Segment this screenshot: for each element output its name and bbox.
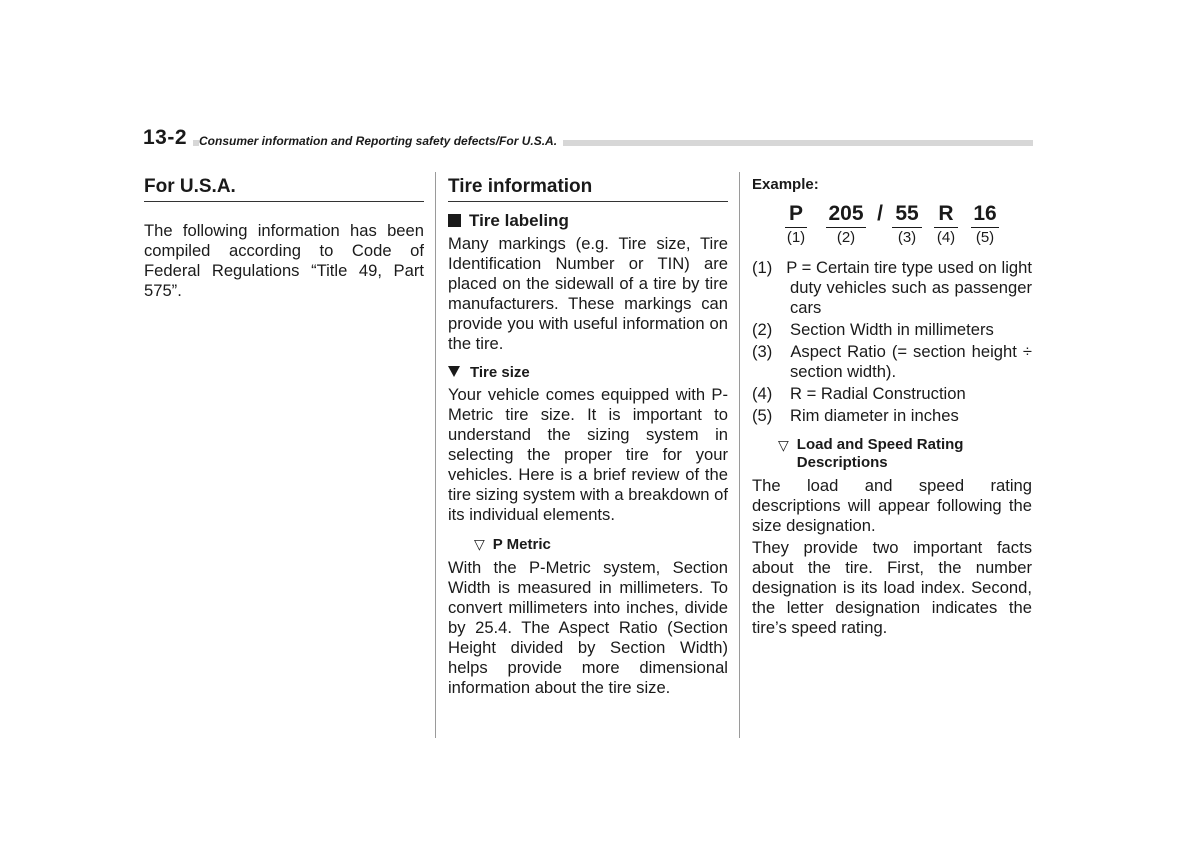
- list-item: [752, 342, 1032, 382]
- list-item: [752, 384, 1032, 404]
- triangle-outline-icon: ▽: [474, 536, 485, 552]
- list-item: [752, 320, 1032, 340]
- load-speed-paragraph-1: The load and speed rating descriptions will appear following the size designation.: [752, 476, 1032, 535]
- list-item-number: (4): [752, 384, 773, 403]
- chapter-title: Consumer information and Reporting safety defects/For U.S.A.: [199, 133, 563, 149]
- list-item-1: [752, 258, 1032, 318]
- list-item-text: P = Certain tire type used on light duty vehicles such as passenger cars: [786, 258, 1032, 317]
- list-item-3: [752, 342, 1032, 382]
- triangle-down-icon: [448, 366, 460, 377]
- list-item-number: (1): [752, 258, 773, 277]
- tire-code-width: 205: [826, 202, 866, 228]
- column-divider-1: [435, 172, 436, 738]
- subheading-p-metric: [448, 535, 728, 554]
- subheading-tire-size: [448, 364, 728, 382]
- list-item-text: Section Width in millimeters: [790, 320, 994, 339]
- tire-code-label-3: (3): [897, 229, 917, 246]
- list-item: [752, 258, 1032, 318]
- usa-paragraph: The following information has been compiled according to Code of Federal Regulations “Title 49, Part 575”.: [144, 221, 424, 300]
- tire-code-label-2: (2): [836, 229, 856, 246]
- p-metric-title: P Metric: [492, 536, 551, 553]
- tire-code-rim: 16: [971, 202, 999, 228]
- tire-code-construction: R: [934, 202, 958, 228]
- load-speed-title: Load and Speed Rating Descriptions: [796, 436, 964, 471]
- tire-code-label-4: (4): [936, 229, 956, 246]
- section-heading-tire-information: Tire information: [448, 176, 728, 202]
- column-divider-2: [739, 172, 740, 738]
- load-speed-paragraph-2: They provide two important facts about the tire. First, the number designation is its load index. Second, the letter designation indicates the tire’s speed rating.: [752, 538, 1032, 637]
- tire-size-title: Tire size: [470, 364, 530, 381]
- tire-size-paragraph: Your vehicle comes equipped with P-Metric tire size. It is important to understand the sizing system in selecting the proper tire for your vehicles. Here is a brief review of the tire sizing system with a breakdown of its individual elements.: [448, 385, 728, 524]
- list-item-number: (3): [752, 342, 773, 361]
- page-header: [143, 126, 1033, 150]
- list-item-number: (5): [752, 406, 773, 425]
- subheading-tire-labeling: [448, 211, 728, 231]
- list-item-text: R = Radial Construction: [790, 384, 966, 403]
- p-metric-paragraph: With the P-Metric system, Section Width is measured in millimeters. To convert millimeters into inches, divide by 25.4. The Aspect Ratio (Section Height divided by Section Width) helps provide more dimensional information about the tire size.: [448, 558, 728, 697]
- tire-labeling-title: Tire labeling: [469, 211, 569, 230]
- tire-code-type: P: [785, 202, 807, 228]
- column-2: [448, 172, 728, 700]
- list-item-text: Aspect Ratio (= section height ÷ section width).: [790, 342, 1032, 381]
- column-1: [144, 172, 424, 303]
- subheading-load-speed: [752, 436, 1032, 472]
- tire-code-label-5: (5): [975, 229, 995, 246]
- tire-labeling-paragraph: Many markings (e.g. Tire size, Tire Identification Number or TIN) are placed on the sidewall of a tire by tire manufacturers. These markings can provide you with useful information on the tire.: [448, 234, 728, 353]
- example-label: Example:: [752, 176, 819, 193]
- page-number: 13-2: [143, 126, 193, 150]
- triangle-outline-icon: ▽: [778, 437, 789, 453]
- tire-code-diagram: [752, 202, 1032, 250]
- list-item-text: Rim diameter in inches: [790, 406, 959, 425]
- section-heading-usa: For U.S.A.: [144, 176, 424, 202]
- list-item: [752, 406, 1032, 426]
- tire-code-slash: /: [877, 202, 883, 225]
- tire-code-label-1: (1): [786, 229, 806, 246]
- tire-code-aspect-ratio: 55: [892, 202, 922, 228]
- square-bullet-icon: [448, 214, 461, 227]
- column-3: [752, 172, 1032, 640]
- list-item-number: (2): [752, 320, 773, 339]
